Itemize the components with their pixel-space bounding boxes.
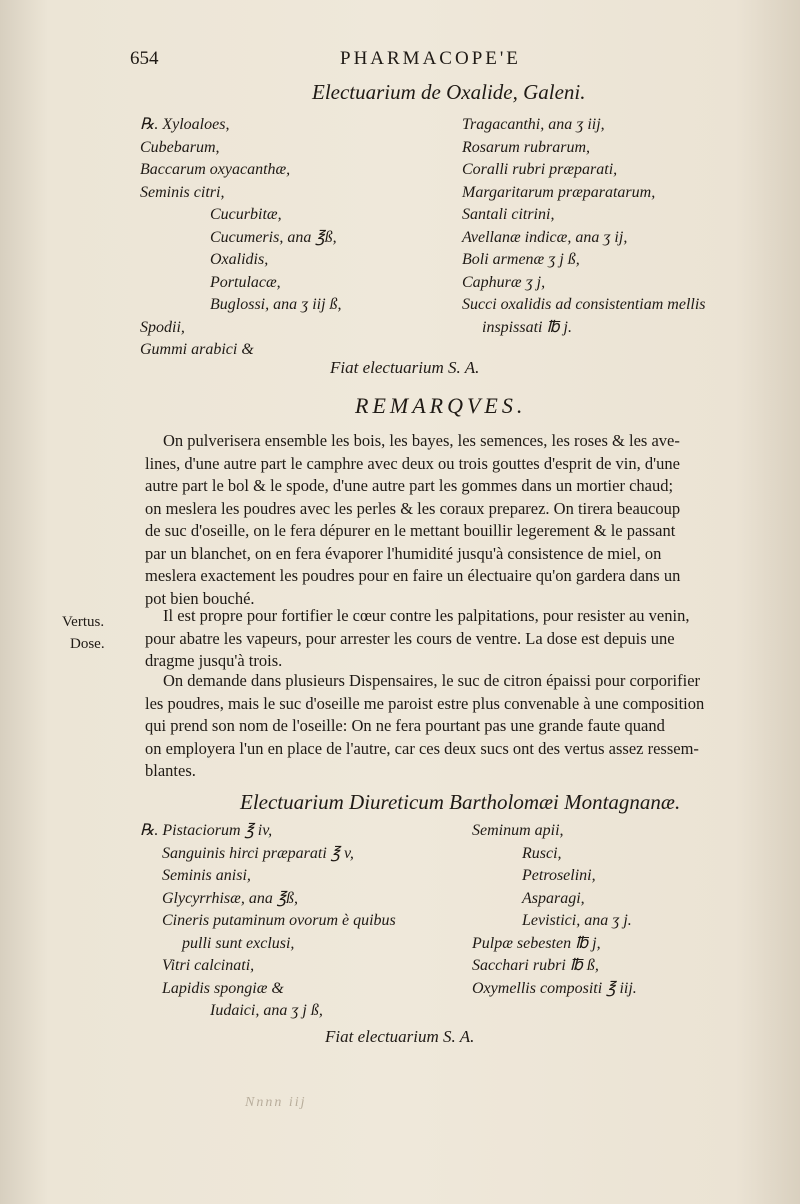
ingredient-line: Lapidis spongiæ & (162, 979, 284, 997)
ingredient-line: Baccarum oxyacanthæ, (140, 161, 291, 178)
ingredient-line: Margaritarum præparatarum, (462, 183, 656, 201)
ingredient-line: Oxymellis compositi ℥ iij. (472, 979, 637, 997)
ingredient-line: inspissati ℔ j. (482, 318, 572, 336)
ingredient-line: Seminum apii, (472, 822, 564, 839)
text-line: Il est propre pour fortifier le cœur contre les palpitations, pour resister au venin, (163, 606, 690, 625)
text-line: On pulverisera ensemble les bois, les bayes, les semences, les roses & les ave- (163, 431, 680, 450)
ingredient-line: Spodii, (140, 318, 185, 336)
ingredient-line: Boli armenæ ʒ j ß, (462, 251, 580, 268)
ingredients-left-diureticum (140, 820, 396, 1023)
ingredients-left-oxalide (140, 114, 342, 362)
ingredient-line: Sacchari rubri ℔ ß, (472, 957, 599, 974)
remarques-heading: REMARQVES. (355, 393, 527, 418)
ingredients-right-oxalide (462, 114, 706, 339)
ingredient-line: ℞. Xyloaloes, (140, 116, 230, 133)
ingredient-line: Buglossi, ana ʒ iij ß, (210, 296, 342, 313)
text-line: qui prend son nom de l'oseille: On ne fera pourtant pas une grande faute quand (145, 716, 665, 735)
ingredient-line: Cubebarum, (140, 138, 220, 156)
ingredient-line: Portulacæ, (210, 273, 281, 291)
ingredient-line: Coralli rubri præparati, (462, 161, 618, 178)
ingredient-line: Rusci, (522, 844, 562, 862)
ingredient-line: Santali citrini, (462, 206, 555, 223)
text-line: autre part le bol & le spode, d'une autre part les gommes dans un mortier chaud; (145, 476, 674, 495)
paragraph-vertus (145, 605, 765, 673)
running-head: PHARMACOPE'E (340, 48, 521, 69)
page-number: 654 (130, 48, 159, 69)
ingredient-line: Petroselini, (522, 867, 596, 884)
ingredient-line: Levistici, ana ʒ j. (522, 912, 632, 929)
ingredients-right-diureticum (472, 820, 637, 1000)
ingredient-line: Cineris putaminum ovorum è quibus (162, 912, 396, 929)
ingredient-line: Sanguinis hirci præparati ℥ v, (162, 844, 354, 862)
ingredient-line: Vitri calcinati, (162, 957, 255, 974)
text-line: dragme jusqu'à trois. (145, 651, 283, 670)
ingredient-line: Iudaici, ana ʒ j ß, (210, 1002, 323, 1019)
text-line: meslera exactement les poudres pour en faire un électuaire qu'on gardera dans un (145, 566, 681, 585)
ingredient-line: Tragacanthi, ana ʒ iij, (462, 116, 605, 133)
paragraph-preparation (145, 430, 765, 610)
ingredient-line: Pulpæ sebesten ℔ j, (472, 934, 601, 952)
text-line: de suc d'oseille, on le fera dépurer en le mettant bouillir legerement & le passant (145, 521, 676, 540)
ingredient-line: Cucumeris, ana ℥ß, (210, 228, 337, 246)
recipe-title-oxalide: Electuarium de Oxalide, Galeni. (312, 80, 586, 104)
text-line: lines, d'une autre part le camphre avec deux ou trois gouttes d'esprit de vin, d'une (145, 453, 680, 473)
paragraph-dispensaires (145, 670, 765, 783)
page-header (130, 48, 750, 74)
margin-note-dose: Dose. (70, 636, 105, 652)
ingredient-line: Seminis citri, (140, 183, 225, 201)
text-line: on employera l'un en place de l'autre, car ces deux sucs ont des vertus assez ressem- (145, 738, 699, 758)
text-line: par un blanchet, on en fera évaporer l'humidité jusqu'à consistence de miel, on (145, 543, 662, 563)
ingredient-line: ℞. Pistaciorum ℥ iv, (140, 822, 273, 839)
text-line: On demande dans plusieurs Dispensaires, le suc de citron épaissi pour corporifier (163, 671, 701, 690)
ingredient-line: Caphuræ ʒ j, (462, 273, 546, 291)
ingredient-line: Avellanæ indicæ, ana ʒ ij, (462, 228, 628, 246)
ingredient-line: Gummi arabici & (140, 341, 254, 358)
text-line: pour abatre les vapeurs, pour arrester les cours de ventre. La dose est depuis une (145, 628, 675, 648)
margin-note-vertus: Vertus. (62, 614, 105, 630)
text-line: on meslera les poudres avec les perles & les coraux preparez. On tirera beaucoup (145, 498, 681, 518)
text-line: blantes. (145, 761, 196, 780)
ingredient-line: Asparagi, (522, 889, 585, 907)
fiat-line-oxalide: Fiat electuarium S. A. (330, 358, 480, 377)
ingredient-line: Cucurbitæ, (210, 206, 282, 223)
ingredient-line: pulli sunt exclusi, (182, 934, 295, 952)
text-line: les poudres, mais le suc d'oseille me paroist estre plus convenable à une composition (145, 693, 705, 713)
ingredient-line: Rosarum rubrarum, (462, 138, 591, 156)
fiat-line-diureticum: Fiat electuarium S. A. (325, 1027, 475, 1046)
recipe-title-diureticum: Electuarium Diureticum Bartholomæi Montagnanæ. (240, 790, 681, 814)
ingredient-line: Glycyrrhisæ, ana ℥ß, (162, 889, 299, 907)
ingredient-line: Oxalidis, (210, 251, 269, 268)
text-line: pot bien bouché. (145, 588, 255, 608)
ingredient-line: Seminis anisi, (162, 867, 251, 884)
signature-mark: Nnnn iij (245, 1095, 307, 1110)
ingredient-line: Succi oxalidis ad consistentiam mellis (462, 296, 706, 313)
